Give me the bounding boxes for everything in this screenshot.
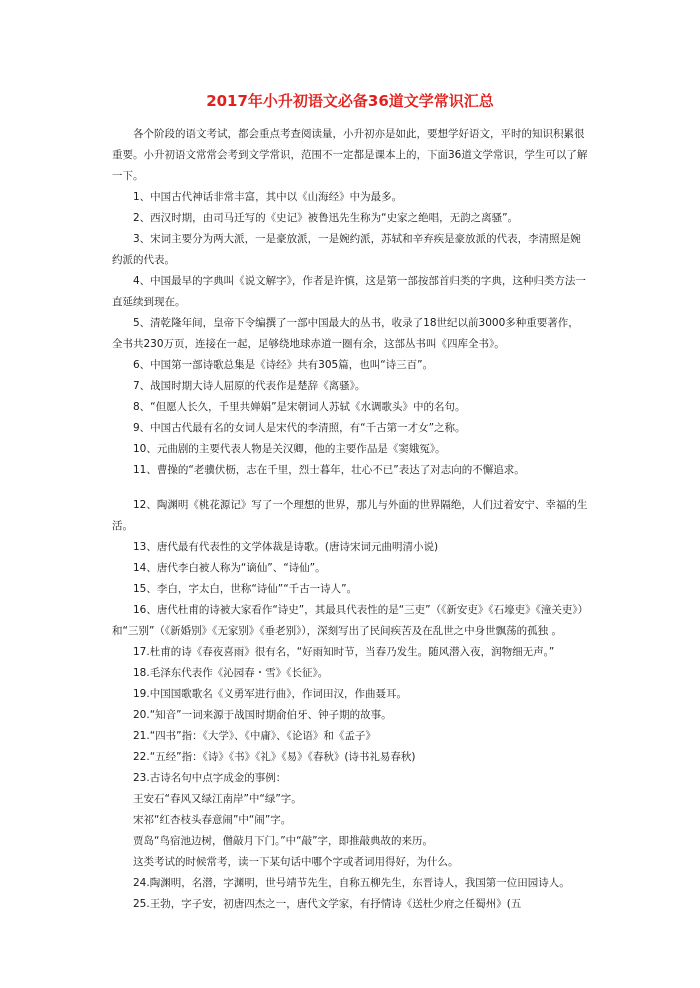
intro-paragraph: 各个阶段的语文考试，都会重点考查阅读量，小升初亦是如此，要想学好语文，平时的知识积累很重要。小升初语文常常会考到文学常识，范围不一定都是课本上的，下面36道文学常识，学生可以了解一下。	[112, 128, 588, 182]
section-gap	[112, 481, 588, 495]
list-item: 6、中国第一部诗歌总集是《诗经》共有305篇，也叫“诗三百”。	[133, 359, 434, 371]
list-item: 8、“但愿人长久，千里共婵娟”是宋朝词人苏轼《水调歌头》中的名句。	[133, 401, 466, 413]
list-item: 23.古诗名句中点字成金的事例：	[133, 772, 287, 784]
list-item: 14、唐代李白被人称为“谪仙”、“诗仙”。	[133, 562, 326, 574]
document-title: 2017年小升初语文必备36道文学常识汇总	[206, 92, 494, 110]
list-item: 这类考试的时候常考，读一下某句话中哪个字或者词用得好，为什么。	[133, 856, 459, 868]
list-item: 22.“五经”指：《诗》《书》《礼》《易》《春秋》(诗书礼易春秋)	[133, 751, 416, 763]
list-item: 10、元曲剧的主要代表人物是关汉卿，他的主要作品是《窦娥冤》。	[133, 443, 446, 455]
list-item: 25.王勃，字子安，初唐四杰之一，唐代文学家，有抒情诗《送杜少府之任蜀州》(五	[133, 898, 522, 910]
list-item: 1、中国古代神话非常丰富，其中以《山海经》中为最多。	[133, 191, 403, 203]
list-item: 20.“知音”一词来源于战国时期俞伯牙、钟子期的故事。	[133, 709, 392, 721]
list-item: 15、李白，字太白，世称“诗仙”“千古一诗人”。	[133, 583, 358, 595]
list-item: 11、曹操的“老骥伏枥，志在千里，烈士暮年，壮心不已”表达了对志向的不懈追求。	[133, 464, 525, 476]
list-item: 16、唐代杜甫的诗被大家看作“诗史”，其最具代表性的是“三吏”（《新安吏》《石壕吏》《潼关吏》）和“三别”（《新婚别》《无家别》《垂老别》），深刻写出了民间疾苦及在乱世之中身世飘荡的孤独 。	[112, 604, 583, 637]
list-item: 24.陶渊明，名潜，字渊明，世号靖节先生，自称五柳先生，东晋诗人，我国第一位田园诗人。	[133, 877, 570, 889]
list-item: 9、中国古代最有名的女词人是宋代的李清照，有“千古第一才女”之称。	[133, 422, 466, 434]
list-item: 21.“四书”指：《大学》、《中庸》、《论语》和《孟子》	[133, 730, 376, 742]
list-item: 5、清乾隆年间，皇帝下令编撰了一部中国最大的丛书，收录了18世纪以前3000多种重要著作，全书共230万页，连接在一起，足够绕地球赤道一圈有余，这部丛书叫《四库全书》。	[112, 317, 579, 350]
list-item: 2、西汉时期，由司马迁写的《史记》被鲁迅先生称为“史家之绝唱，无韵之离骚”。	[133, 212, 519, 224]
list-item: 宋祁“红杏枝头春意闹”中“闹”字。	[133, 814, 292, 826]
list-item: 13、唐代最有代表性的文学体裁是诗歌。(唐诗宋词元曲明清小说)	[133, 541, 439, 553]
list-item: 3、宋词主要分为两大派，一是豪放派，一是婉约派，苏轼和辛弃疾是豪放派的代表，李清照是婉约派的代表。	[112, 233, 581, 266]
list-item: 17.杜甫的诗《春夜喜雨》很有名，“好雨知时节，当春乃发生。随风潜入夜，润物细无声。”	[133, 646, 555, 658]
list-item: 12、陶渊明《桃花源记》写了一个理想的世界，那儿与外面的世界隔绝，人们过着安宁、幸福的生活。	[112, 499, 588, 532]
list-item: 4、中国最早的字典叫《说文解字》，作者是许慎，这是第一部按部首归类的字典，这种归类方法一直延续到现在。	[112, 275, 586, 308]
list-item: 19.中国国歌歌名《义勇军进行曲》，作词田汉，作曲聂耳。	[133, 688, 407, 700]
list-item: 贾岛“鸟宿池边树，僧敲月下门。”中“敲”字，即推敲典故的来历。	[133, 835, 434, 847]
list-item: 王安石“春风又绿江南岸”中“绿”字。	[133, 793, 302, 805]
list-item: 7、战国时期大诗人屈原的代表作是楚辞《离骚》。	[133, 380, 366, 392]
list-item: 18.毛泽东代表作《沁园春・雪》《长征》。	[133, 667, 329, 679]
